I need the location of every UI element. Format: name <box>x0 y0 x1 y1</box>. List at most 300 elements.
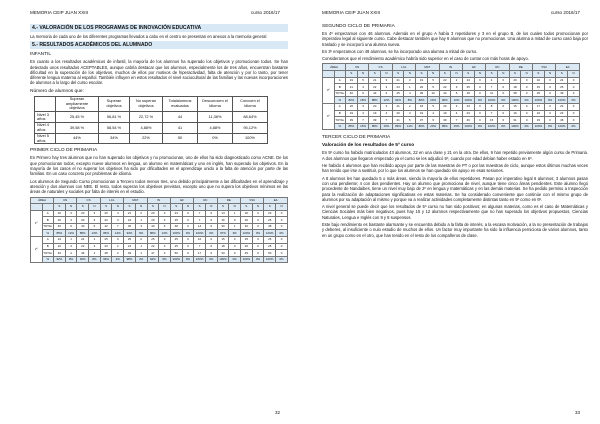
grade-cell: 3 <box>89 217 101 224</box>
primer-ciclo-grades-table <box>30 197 288 264</box>
grade-cell: 7 <box>194 210 206 217</box>
grade-cell: 0% <box>521 123 533 130</box>
valoracion-label: Valoración de los resultados de 5º curso <box>322 143 415 149</box>
grade-cell: 92% <box>392 97 404 104</box>
summary-cell: 22,72 % <box>130 112 163 123</box>
grade-cell: 0 <box>474 84 486 91</box>
grades-subheader-cell: N <box>229 204 241 211</box>
grade-cell: 3 <box>451 84 463 91</box>
grade-cell: 44 <box>439 90 451 97</box>
grade-cell: 0% <box>276 256 288 263</box>
grade-cell: 14 <box>217 210 229 217</box>
grade-cell: 15 <box>217 237 229 244</box>
grade-cell: 25 <box>264 243 276 250</box>
grades-subheader-cell: N <box>427 71 439 78</box>
header-school: MEMORIA CEIP JUAN XXIII <box>30 10 89 15</box>
grade-cell: 45 <box>241 250 253 257</box>
grade-cell: 0 <box>159 237 171 244</box>
grade-cell: 21 <box>346 84 358 91</box>
grades-row <box>323 84 580 91</box>
grade-cell: 12% <box>381 97 393 104</box>
tercer-paragraph-3: A 8 alumnos les han quedado 5 o más áreas, siendo la mayoría de ellos repetidores. Pasan por imperativo legal 6 alumnos; 3 alumnos pasan con una pendiente; 4 con dos pendientes. Hay un alumno que promociona de nivel, aunque tiene cinco áreas pendientes. Este alumno llegó procedente de Nandaibes, tiene un nivel muy bajo de 2º en lengua y matemáticas y en las demás materias. Se ha pedido permiso a Inspección para la realización de adaptaciones significativas en estas materias. Se ha considerado conveniente que continúe con el mismo grupo de alumnos por su adaptación al mismo y porque va a realizar actividades completamente distintas tanto en 5º como en 6º. <box>322 175 588 202</box>
grade-cell: 10 <box>194 237 206 244</box>
group-label-cell: A <box>42 237 54 244</box>
grade-cell: 3 <box>89 243 101 250</box>
grade-cell: 100% <box>556 97 568 104</box>
grades-row <box>31 217 288 224</box>
grade-cell: 2% <box>135 256 147 263</box>
grade-cell: 22 <box>439 84 451 91</box>
grade-cell: 21 <box>392 77 404 84</box>
grade-cell: 18 <box>416 104 428 111</box>
grade-cell: 6% <box>159 256 171 263</box>
grade-cell: 23 <box>100 243 112 250</box>
grade-cell: 0 <box>229 217 241 224</box>
grades-subheader-cell: S <box>147 204 159 211</box>
tercer-ciclo-label: TERCER CICLO DE PRIMARIA <box>322 135 391 141</box>
grade-cell: 80% <box>416 123 428 130</box>
grades-header-cell: CN <box>346 64 369 71</box>
grades-row <box>31 230 288 237</box>
grade-cell: 0 <box>182 250 194 257</box>
grade-cell: 6 <box>159 223 171 230</box>
grades-subheader-cell: S <box>462 71 474 78</box>
grade-cell: 0 <box>182 210 194 217</box>
summary-header-cell: Conocen el idioma <box>233 96 268 111</box>
grade-cell: 3 <box>159 243 171 250</box>
grade-cell: 13% <box>65 230 77 237</box>
grades-header-cell: VSC <box>533 64 556 71</box>
grade-cell: 4% <box>112 256 124 263</box>
summary-cell: 22% <box>130 133 163 144</box>
grade-cell: 0 <box>521 110 533 117</box>
grade-cell: 39 <box>369 117 381 124</box>
grades-row <box>323 110 580 117</box>
grade-cell: 5 <box>427 104 439 111</box>
grade-cell: 15 <box>509 104 521 111</box>
segundo-ciclo-label: SEGUNDO CICLO DE PRIMARIA <box>322 24 395 29</box>
grade-cell: 25 <box>556 84 568 91</box>
grade-cell: 22 <box>54 243 66 250</box>
grade-cell: 40 <box>54 223 66 230</box>
grades-header-cell: ÁREA <box>323 64 346 71</box>
grade-cell: 20 <box>100 210 112 217</box>
grade-cell: 14% <box>112 230 124 237</box>
grade-cell: 0 <box>544 90 556 97</box>
grade-cell: 23 <box>462 110 474 117</box>
grade-cell: 0% <box>568 97 580 104</box>
nivel-value: 5 años <box>37 133 49 143</box>
grade-cell: 4 <box>486 77 498 84</box>
grade-cell: 0% <box>276 230 288 237</box>
grade-cell: 100% <box>194 256 206 263</box>
grades-subheader-cell: S <box>241 204 253 211</box>
grade-cell: 49 <box>556 90 568 97</box>
grade-cell: 20 <box>346 104 358 111</box>
grades-header-cell: MAT <box>124 197 147 204</box>
grade-cell: 100% <box>486 97 498 104</box>
grade-cell: 15 <box>533 84 545 91</box>
grade-cell: 16 <box>509 110 521 117</box>
grade-cell: 3 <box>404 77 416 84</box>
grade-cell: 3 <box>404 110 416 117</box>
grade-cell: 0 <box>135 237 147 244</box>
grade-cell: 6% <box>135 230 147 237</box>
group-label-cell: % <box>334 97 346 104</box>
grades-subheader-cell: N <box>159 204 171 211</box>
grade-cell: 100% <box>264 230 276 237</box>
grade-cell: 21 <box>392 104 404 111</box>
grade-level-cell: 3º <box>323 77 335 103</box>
grades-row <box>323 97 580 104</box>
grade-cell: 0 <box>497 110 509 117</box>
grade-cell: 85% <box>439 123 451 130</box>
grade-cell: 2 <box>112 250 124 257</box>
grades-subheader-cell: S <box>439 71 451 78</box>
grade-cell: 0 <box>544 84 556 91</box>
segundo-ciclo-grades-table <box>322 63 580 130</box>
grade-cell: 0% <box>252 256 264 263</box>
grade-cell: 0 <box>252 237 264 244</box>
summary-header-row <box>35 96 268 111</box>
grade-cell: 0% <box>544 123 556 130</box>
summary-header-cell: No superan objetivos <box>130 96 163 111</box>
nivel-prefix: Nivel <box>37 111 46 117</box>
summary-header-cell: Superan ampliamente objetivos <box>56 96 99 111</box>
grade-cell: 5 <box>404 117 416 124</box>
grade-cell: 39 <box>416 90 428 97</box>
summary-header-cell: Superan objetivos <box>99 96 130 111</box>
summary-cell: 100% <box>233 133 268 144</box>
grade-cell: 4 <box>357 110 369 117</box>
grades-subheader-cell: N <box>135 204 147 211</box>
group-label-cell: A <box>42 210 54 217</box>
grade-cell: 10% <box>451 97 463 104</box>
summary-label: Número de alumnos que: <box>30 88 84 94</box>
grade-cell: 0 <box>521 77 533 84</box>
grades-subheader-cell: N <box>205 204 217 211</box>
summary-cell: 56,81 % <box>99 112 130 123</box>
grade-cell: 11% <box>404 123 416 130</box>
grades-header-cell: RE <box>217 197 240 204</box>
grade-cell: 20 <box>241 243 253 250</box>
grades-subheader-cell: N <box>544 71 556 78</box>
grades-row <box>31 237 288 244</box>
grades-subheader-cell: S <box>392 71 404 78</box>
summary-cell: 11,36% <box>198 112 233 123</box>
grade-cell: 0 <box>568 110 580 117</box>
grade-cell: 0 <box>521 117 533 124</box>
grade-cell: 24 <box>54 237 66 244</box>
grade-cell: 16 <box>217 217 229 224</box>
grade-cell: 1 <box>229 210 241 217</box>
grade-cell: 0 <box>205 223 217 230</box>
grade-cell: 0 <box>112 237 124 244</box>
grade-cell: 0 <box>252 223 264 230</box>
group-label-cell: TOTAL <box>43 250 53 255</box>
tercer-paragraph-5: Este bajo rendimiento es bastante alarmante y se encuentra debido a la falta de interés, a la escasa motivación, a la no presentación de trabajos y deberes, al insuficiente o nulo estudio de muchos de ellos. Un factor muy importante ha sido la influencia perniciosa de varios alumnos, tanto en un grupo como en el otro, que han tenido en el resto de los compañeros de clase. <box>322 221 588 238</box>
nivel-value: 4 años <box>37 122 49 132</box>
grade-cell: 0% <box>497 97 509 104</box>
grade-cell: 17 <box>533 104 545 111</box>
summary-row-label <box>35 112 56 123</box>
header-course: curso 2016/17 <box>250 10 280 15</box>
grade-cell: 0 <box>497 84 509 91</box>
grade-cell: 20 <box>147 210 159 217</box>
section-5-title: 5.- RESULTADOS ACADÉMICOS DEL ALUMNADO <box>30 41 288 49</box>
grades-subheader-cell <box>42 204 54 211</box>
grades-subheader-cell: N <box>276 204 288 211</box>
grades-header-cell: EF <box>170 197 193 204</box>
grade-cell: 22 <box>369 84 381 91</box>
grade-cell: 17 <box>194 250 206 257</box>
grades-header-cell: IN <box>439 64 462 71</box>
grades-row <box>323 117 580 124</box>
group-label-cell: % <box>42 256 54 263</box>
grade-cell: 13% <box>89 230 101 237</box>
grade-cell: 19 <box>346 110 358 117</box>
grade-cell: 100% <box>241 256 253 263</box>
grade-cell: 25 <box>170 243 182 250</box>
grade-cell: 88% <box>369 97 381 104</box>
grade-cell: 0 <box>276 243 288 250</box>
grades-header-cell: MAT <box>416 64 439 71</box>
group-label-cell: B <box>334 110 346 117</box>
grades-subheader-cell: S <box>556 71 568 78</box>
grade-cell: 3 <box>381 104 393 111</box>
grade-cell: 41 <box>392 117 404 124</box>
grade-cell: 100% <box>509 123 521 130</box>
grade-cell: 25 <box>241 237 253 244</box>
grade-cell: 0% <box>182 256 194 263</box>
grade-cell: 3 <box>381 84 393 91</box>
grades-subheader-cell <box>334 71 346 78</box>
summary-cell: 88,64% <box>233 112 268 123</box>
grade-cell: 89% <box>392 123 404 130</box>
group-label-cell: A <box>334 104 346 111</box>
grades-subheader-cell: S <box>170 204 182 211</box>
grades-row <box>323 77 580 84</box>
grade-cell: 24 <box>124 217 136 224</box>
grade-cell: 22 <box>147 243 159 250</box>
grade-cell: 0 <box>205 243 217 250</box>
grade-cell: 8% <box>65 256 77 263</box>
grade-cell: 19 <box>369 110 381 117</box>
grade-cell: 96% <box>100 256 112 263</box>
summary-header-cell: Desconocen el idioma <box>198 96 233 111</box>
grade-cell: 7 <box>486 84 498 91</box>
grade-cell: 0% <box>497 123 509 130</box>
section-4-title: 4.- VALORACIÓN DE LOS PROGRAMAS DE INNOVACIÓN EDUCATIVA <box>30 24 288 32</box>
grade-level-cell: 1º <box>31 210 43 236</box>
grade-cell: 48 <box>170 223 182 230</box>
grade-cell: 31 <box>509 117 521 124</box>
header-school: MEMORIA CEIP JUAN XXIII <box>322 10 381 15</box>
grade-cell: 1 <box>89 237 101 244</box>
group-label-cell: TOTAL <box>335 117 345 122</box>
grade-cell: 25 <box>100 237 112 244</box>
grade-cell: 3 <box>135 223 147 230</box>
grade-cell: 40 <box>241 223 253 230</box>
grades-subheader-cell: N <box>89 204 101 211</box>
grade-cell: 3 <box>357 104 369 111</box>
summary-row <box>35 112 268 123</box>
grade-cell: 23 <box>556 110 568 117</box>
grade-cell: 0 <box>252 210 264 217</box>
grade-cell: 2 <box>135 210 147 217</box>
grade-cell: 50 <box>264 250 276 257</box>
grade-cell: 100% <box>509 97 521 104</box>
summary-row-label <box>35 133 56 144</box>
grade-cell: 1 <box>135 250 147 257</box>
grades-subheader-cell: N <box>65 204 77 211</box>
grade-cell: 24 <box>77 237 89 244</box>
nivel-value: 3 años <box>37 111 49 121</box>
grade-cell: 0 <box>544 117 556 124</box>
grades-subheader-cell <box>323 71 335 78</box>
grade-cell: 100% <box>264 256 276 263</box>
grades-subheader-cell: S <box>416 71 428 78</box>
grade-cell: 0 <box>182 223 194 230</box>
summary-cell: 4,88% <box>198 122 233 133</box>
grades-header-cell: RE <box>509 64 532 71</box>
grade-cell: 25 <box>462 84 474 91</box>
grade-cell: 0 <box>276 250 288 257</box>
grade-cell: 20% <box>427 123 439 130</box>
grade-cell: 0% <box>205 256 217 263</box>
primer-ciclo-paragraph-1: En Primero hay tres alumnos que no han superado los objetivos y no promocionan, uno de ellos ha sido diagnosticado como ACNE. De los que promocionan todos, excepto nueve alumnos en lengua, un alumno en matemáticas y uno en inglés, han superado los objetivos. En la mayoría de los casos el no superar los objetivos ha sido por dificultades en el aprendizaje unido a la falta de atención por parte de las familias. En un caso concreto por problemas de idioma. <box>30 155 288 177</box>
grade-cell: 46 <box>54 250 66 257</box>
grades-row <box>323 104 580 111</box>
grade-cell: 16 <box>533 110 545 117</box>
grade-cell: 25 <box>264 237 276 244</box>
grade-cell: 20 <box>241 210 253 217</box>
grade-cell: 15% <box>381 123 393 130</box>
grade-cell: 45 <box>124 223 136 230</box>
grade-cell: 18 <box>217 243 229 250</box>
grade-cell: 100% <box>486 123 498 130</box>
segundo-paragraph-1: En 4º empezamos con 46 alumnos. Además en el grupo A había 3 repetidores y 3 en el grupo B, de los cuales todos promocionan por imperativo legal al siguiente curso. Cabe destacar también que hay 6 alumnos que no promocionan. Una alumna a mitad de curso casó baja por traslado y se incorporó una alumna nueva. <box>322 31 588 47</box>
grades-subheader-cell: S <box>486 71 498 78</box>
grade-cell: 0 <box>182 217 194 224</box>
grade-cell: 33 <box>533 117 545 124</box>
grade-cell: 25 <box>170 237 182 244</box>
grade-cell: 100% <box>533 97 545 104</box>
grade-cell: 50 <box>170 250 182 257</box>
infantil-label: INFANTIL <box>30 52 52 58</box>
grade-cell: 48 <box>100 250 112 257</box>
grades-subheader-cell: N <box>497 71 509 78</box>
summary-row <box>35 133 268 144</box>
header-course: curso 2016/17 <box>550 10 580 15</box>
grade-cell: 20 <box>54 210 66 217</box>
grade-cell: 48 <box>264 223 276 230</box>
grade-cell: 38 <box>509 90 521 97</box>
group-label-cell: TOTAL <box>335 91 345 96</box>
page-header <box>322 10 588 15</box>
grade-cell: 0 <box>252 217 264 224</box>
grade-cell: 40 <box>147 223 159 230</box>
grade-cell: 100% <box>217 256 229 263</box>
grade-cell: 8% <box>404 97 416 104</box>
grade-cell: 7 <box>381 117 393 124</box>
grade-cell: 40 <box>346 90 358 97</box>
grade-cell: 3 <box>451 104 463 111</box>
grades-subheader-cell <box>31 204 43 211</box>
grade-cell: 98% <box>124 256 136 263</box>
grade-cell: 39 <box>346 117 358 124</box>
grade-cell: 0 <box>568 84 580 91</box>
grade-cell: 0 <box>474 77 486 84</box>
grades-header-cell: VSC <box>241 197 264 204</box>
grade-cell: 0 <box>474 117 486 124</box>
grades-row <box>323 90 580 97</box>
grade-cell: 24 <box>556 77 568 84</box>
grade-cell: 100% <box>170 230 182 237</box>
grade-cell: 4 <box>357 84 369 91</box>
summary-cell: 34% <box>99 133 130 144</box>
summary-cell: 58,54 % <box>99 122 130 133</box>
grades-header-cell: EA <box>264 197 288 204</box>
grade-cell: 47 <box>147 250 159 257</box>
grades-header-cell: RC <box>194 197 217 204</box>
grade-cell: 20 <box>147 217 159 224</box>
grades-subheader-cell: S <box>533 71 545 78</box>
grade-cell: 9 <box>427 117 439 124</box>
group-label-cell: % <box>42 230 54 237</box>
grade-cell: 15 <box>486 117 498 124</box>
grade-cell: 30 <box>217 223 229 230</box>
grade-cell: 3 <box>159 250 171 257</box>
grade-cell: 94% <box>147 256 159 263</box>
grade-cell: 0 <box>568 77 580 84</box>
grade-cell: 40 <box>77 223 89 230</box>
grade-cell: 0% <box>521 97 533 104</box>
grade-cell: 7 <box>486 110 498 117</box>
grade-cell: 4 <box>427 110 439 117</box>
grade-cell: 19 <box>439 110 451 117</box>
group-label-cell: B <box>42 217 54 224</box>
grade-cell: 25 <box>124 237 136 244</box>
grade-cell: 19 <box>346 77 358 84</box>
grades-row <box>31 256 288 263</box>
grade-cell: 8 <box>486 104 498 111</box>
grades-subheader-cell: S <box>124 204 136 211</box>
grades-header-row <box>323 64 580 71</box>
grade-cell: 100% <box>241 230 253 237</box>
grade-level-cell: 4º <box>323 104 335 130</box>
grade-cell: 21 <box>124 210 136 217</box>
grade-cell: 3 <box>159 210 171 217</box>
grades-subheader-cell: N <box>568 71 580 78</box>
grade-cell: 6 <box>89 223 101 230</box>
primer-ciclo-label: PRIMER CICLO DE PRIMARIA <box>30 148 98 154</box>
grade-cell: 0 <box>205 217 217 224</box>
summary-cell: 41 <box>163 122 198 133</box>
grade-cell: 22 <box>439 77 451 84</box>
grade-cell: 5 <box>451 90 463 97</box>
grade-cell: 5 <box>427 77 439 84</box>
grade-cell: 14 <box>194 223 206 230</box>
grades-header-cell: EA <box>556 64 580 71</box>
grade-cell: 25 <box>170 217 182 224</box>
grade-cell: 20 <box>54 217 66 224</box>
grade-cell: 80% <box>416 97 428 104</box>
summary-cell: 44 <box>163 112 198 123</box>
grade-cell: 37 <box>416 117 428 124</box>
grade-cell: 0 <box>229 243 241 250</box>
grade-cell: 10 <box>533 77 545 84</box>
